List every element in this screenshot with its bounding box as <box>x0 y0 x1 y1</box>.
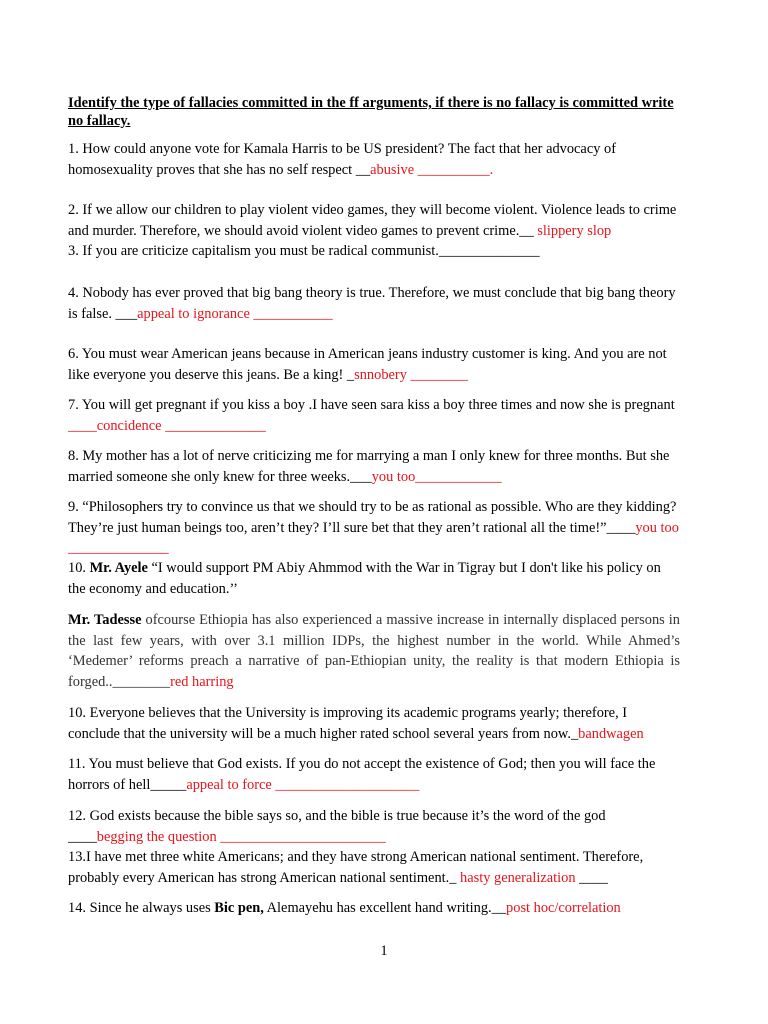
page-number: 1 <box>380 943 388 959</box>
question-13 <box>68 847 680 888</box>
question-1 <box>68 139 680 180</box>
answer-text: appeal to ignorance ___________ <box>137 305 333 322</box>
answer-text: you too ______________ <box>68 519 679 556</box>
question-text: “I would support PM Abiy Ahmmod with the War in Tigray but I don't like his policy on the economy and education.’’ <box>68 560 661 597</box>
question-12 <box>68 806 680 847</box>
answer-text: appeal to force ____________________ <box>186 776 420 793</box>
answer-text: abusive __________. <box>370 161 494 178</box>
speaker-name: Mr. Ayele <box>89 560 148 576</box>
question-number: 10. <box>68 560 90 576</box>
question-text: 10. Everyone believes that the University is improving its academic programs yearly; therefore, I conclude that the university will be a much higher rated school several years from now._ <box>68 705 628 742</box>
question-7 <box>68 395 680 436</box>
question-text: 3. If you are criticize capitalism you must be radical communist.______________ <box>68 243 540 259</box>
question-text: 1. How could anyone vote for Kamala Harris to be US president? The fact that her advocacy of homosexuality proves that she has no self respect __ <box>68 141 616 178</box>
question-text: 6. You must wear American jeans because in American jeans industry customer is king. And you are not like everyone you deserve this jeans. Be a king! _ <box>68 346 667 383</box>
answer-text: snnobery ________ <box>354 366 469 383</box>
answer-text: begging the question _______________________ <box>96 828 386 845</box>
speaker-name: Mr. Tadesse <box>68 612 142 628</box>
answer-text: post hoc/correlation <box>506 900 621 916</box>
question-14 <box>68 898 680 919</box>
question-4 <box>68 283 680 324</box>
answer-text: slippery slop <box>537 222 612 239</box>
question-10-a <box>68 558 680 599</box>
answer-text: ____concidence ______________ <box>68 417 266 434</box>
question-2 <box>68 200 680 241</box>
page-title: Identify the type of fallacies committed in the ff arguments, if there is no fallacy is committed write no fallacy. <box>68 95 674 129</box>
question-text: 7. You will get pregnant if you kiss a boy .I have seen sara kiss a boy three times and now she is pregnant <box>68 397 675 413</box>
question-text: 11. You must believe that God exists. If you do not accept the existence of God; then you will face the horrors of hell_____ <box>68 756 656 793</box>
answer-text: you too____________ <box>371 468 502 485</box>
answer-text: bandwagen <box>578 725 644 742</box>
answer-text: red harring <box>170 673 234 690</box>
question-text: 8. My mother has a lot of nerve criticizing me for marrying a man I only knew for three months. But she married someone she only knew for three weeks.___ <box>68 448 670 485</box>
answer-text: hasty generalization <box>460 869 576 886</box>
question-text: ofcourse Ethiopia has also experienced a massive increase in internally displaced persons in the last few years, with over 3.1 million IDPs, the highest number in the world. While Ahmed’s ‘Medemer’ reforms preach a narrative of pan-Ethiopian unity, the reality is that modern Ethiopia is forged..________ <box>68 612 680 690</box>
question-text: 2. If we allow our children to play violent video games, they will become violent. Violence leads to crime and murder. Therefore, we should avoid violent video games to prevent crime.__ <box>68 202 677 239</box>
question-10-c <box>68 703 680 744</box>
question-10-b <box>68 610 680 692</box>
question-text: 12. God exists because the bible says so, and the bible is true because it’s the word of the god ____ <box>68 808 606 845</box>
question-11 <box>68 754 680 795</box>
question-text: 9. “Philosophers try to convince us that we should try to be as rational as possible. Who are they kidding? They’re just human beings too, aren’t they? I’ll sure bet that they aren’t rational all the time!”____ <box>68 499 677 536</box>
bold-text: Bic pen, <box>214 900 264 916</box>
question-8 <box>68 446 680 487</box>
question-text: Alemayehu has excellent hand writing.__ <box>263 900 507 916</box>
question-6 <box>68 344 680 385</box>
question-text: 4. Nobody has ever proved that big bang theory is true. Therefore, we must conclude that big bang theory is false. ___ <box>68 285 676 322</box>
question-3 <box>68 241 680 262</box>
question-9 <box>68 497 680 559</box>
blank-line: ____ <box>575 869 608 886</box>
question-text: 13.I have met three white Americans; and they have strong American national sentiment. Therefore, probably every American has strong American national sentiment._ <box>68 849 644 886</box>
question-text: 14. Since he always uses <box>68 900 215 916</box>
